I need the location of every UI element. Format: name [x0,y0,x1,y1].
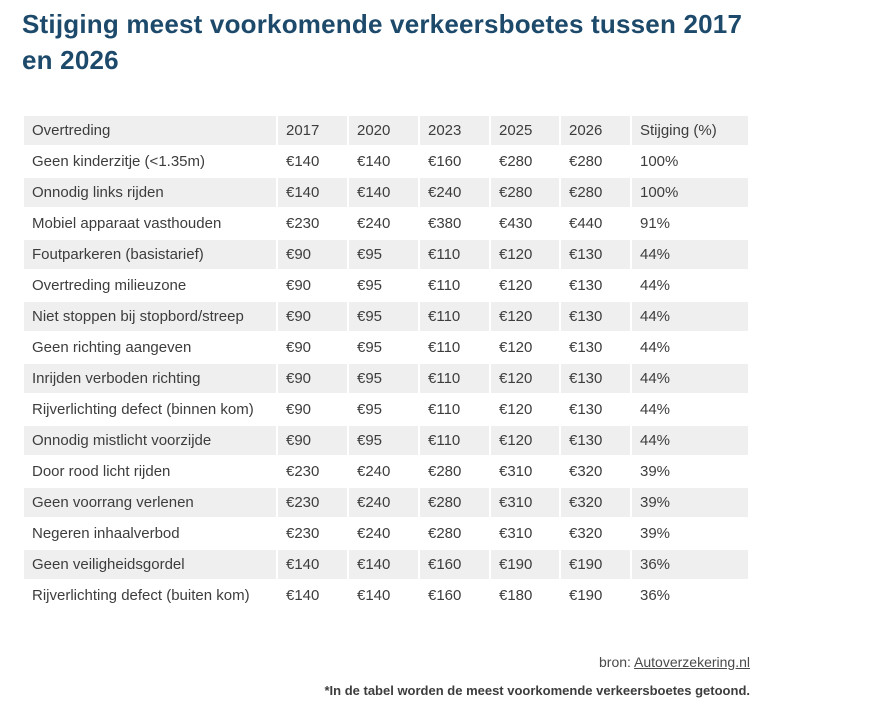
fines-table [22,114,750,612]
cell-overtreding: Door rood licht rijden [32,463,171,480]
source-link[interactable]: Autoverzekering.nl [634,654,750,670]
column-header-0: Overtreding [24,116,276,145]
cell-value: €120 [499,401,533,418]
cell-value: €140 [278,550,347,579]
table-row [24,488,748,517]
cell-value: €240 [357,463,391,480]
cell-value: €110 [420,364,489,393]
cell-value: €320 [561,488,630,517]
cell-overtreding: Mobiel apparaat vasthouden [32,215,222,232]
cell-value: 44% [632,364,748,393]
cell-value: €130 [561,364,630,393]
cell-value: €90 [286,277,312,294]
table-row [24,581,748,610]
column-header-2: 2020 [349,116,418,145]
cell-value: €140 [286,587,320,604]
cell-value: €180 [499,587,533,604]
cell-value: €160 [420,550,489,579]
cell-value: €120 [499,339,533,356]
cell-value: €240 [357,525,391,542]
cell-value: €190 [561,550,630,579]
cell-value: €230 [286,463,320,480]
cell-value: 100% [640,153,679,170]
cell-value: 36% [640,587,671,604]
cell-value: 44% [632,426,748,455]
source-prefix: bron: [599,654,635,670]
cell-value: €160 [428,153,462,170]
cell-value: €90 [286,339,312,356]
cell-overtreding: Onnodig mistlicht voorzijde [24,426,276,455]
cell-value: €120 [491,302,559,331]
table-body [24,147,748,610]
cell-value: €90 [278,426,347,455]
cell-value: €90 [278,302,347,331]
cell-value: €130 [569,401,603,418]
cell-value: €110 [428,277,461,294]
table-row [24,302,748,331]
cell-overtreding: Geen veiligheidsgordel [24,550,276,579]
cell-value: €190 [491,550,559,579]
cell-overtreding: Geen richting aangeven [32,339,192,356]
footnote: *In de tabel worden de meest voorkomende verkeersboetes getoond. [324,683,750,698]
cell-value: €440 [569,215,603,232]
cell-value: €140 [278,178,347,207]
cell-value: €280 [491,178,559,207]
table-row [24,240,748,269]
cell-value: €320 [569,463,603,480]
table-row [24,178,748,207]
cell-value: €130 [561,426,630,455]
header-row [24,116,748,145]
cell-value: €310 [491,488,559,517]
cell-value: €280 [499,153,533,170]
cell-value: €95 [357,339,383,356]
cell-value: 100% [632,178,748,207]
cell-value: €130 [569,277,603,294]
cell-overtreding: Rijverlichting defect (binnen kom) [32,401,254,418]
cell-value: €240 [349,488,418,517]
cell-value: €380 [428,215,462,232]
cell-value: €110 [428,339,461,356]
cell-value: €110 [428,401,461,418]
cell-value: €240 [420,178,489,207]
cell-overtreding: Foutparkeren (basistarief) [24,240,276,269]
table-header [24,116,748,145]
cell-value: €240 [357,215,391,232]
table-row [24,209,748,238]
cell-value: €140 [349,178,418,207]
cell-value: €320 [569,525,603,542]
cell-value: 44% [632,240,748,269]
cell-value: 44% [640,401,671,418]
footer [22,654,750,698]
cell-value: €140 [357,587,391,604]
cell-value: €90 [286,401,312,418]
cell-value: €280 [428,525,462,542]
cell-overtreding: Geen kinderzitje (<1.35m) [32,153,205,170]
cell-value: 36% [632,550,748,579]
cell-value: €140 [357,153,391,170]
cell-value: €230 [286,525,320,542]
cell-value: €280 [428,463,462,480]
cell-overtreding: Geen voorrang verlenen [24,488,276,517]
cell-overtreding: Inrijden verboden richting [24,364,276,393]
cell-value: €120 [491,426,559,455]
cell-value: €95 [349,302,418,331]
cell-value: 39% [632,488,748,517]
cell-value: €90 [278,240,347,269]
column-header-4: 2025 [491,116,559,145]
cell-value: 44% [640,339,671,356]
cell-value: €130 [569,339,603,356]
cell-value: €95 [349,240,418,269]
table-row [24,364,748,393]
cell-value: €120 [499,277,533,294]
table-row [24,271,748,300]
cell-value: €280 [569,153,603,170]
cell-value: €120 [491,240,559,269]
table-row [24,550,748,579]
cell-value: €95 [357,401,383,418]
column-header-3: 2023 [420,116,489,145]
cell-value: €230 [278,488,347,517]
cell-value: €110 [420,426,489,455]
table-row [24,333,748,362]
cell-value: €280 [561,178,630,207]
source-line [22,654,750,670]
page-title: Stijging meest voorkomende verkeersboetes tussen 2017 en 2026 [22,9,743,75]
cell-value: €120 [491,364,559,393]
cell-value: 91% [640,215,671,232]
cell-value: €90 [278,364,347,393]
cell-value: 44% [632,302,748,331]
cell-value: €110 [420,302,489,331]
cell-value: €95 [349,426,418,455]
cell-value: 39% [640,525,671,542]
cell-value: 44% [640,277,671,294]
table-row [24,395,748,424]
cell-value: €95 [349,364,418,393]
cell-overtreding: Negeren inhaalverbod [32,525,180,542]
table-row [24,426,748,455]
cell-value: €130 [561,240,630,269]
cell-value: €140 [286,153,320,170]
column-header-6: Stijging (%) [632,116,748,145]
cell-value: 39% [640,463,671,480]
cell-value: €310 [499,525,533,542]
cell-value: €130 [561,302,630,331]
table-row [24,147,748,176]
cell-value: €280 [420,488,489,517]
table-row [24,457,748,486]
cell-value: €230 [286,215,320,232]
column-header-1: 2017 [278,116,347,145]
cell-overtreding: Rijverlichting defect (buiten kom) [32,587,250,604]
table-row [24,519,748,548]
cell-value: €430 [499,215,533,232]
cell-value: €140 [349,550,418,579]
cell-value: €160 [428,587,462,604]
column-header-5: 2026 [561,116,630,145]
cell-value: €190 [569,587,603,604]
cell-value: €95 [357,277,383,294]
cell-overtreding: Onnodig links rijden [24,178,276,207]
cell-overtreding: Niet stoppen bij stopbord/streep [24,302,276,331]
cell-value: €310 [499,463,533,480]
cell-value: €110 [420,240,489,269]
cell-overtreding: Overtreding milieuzone [32,277,187,294]
